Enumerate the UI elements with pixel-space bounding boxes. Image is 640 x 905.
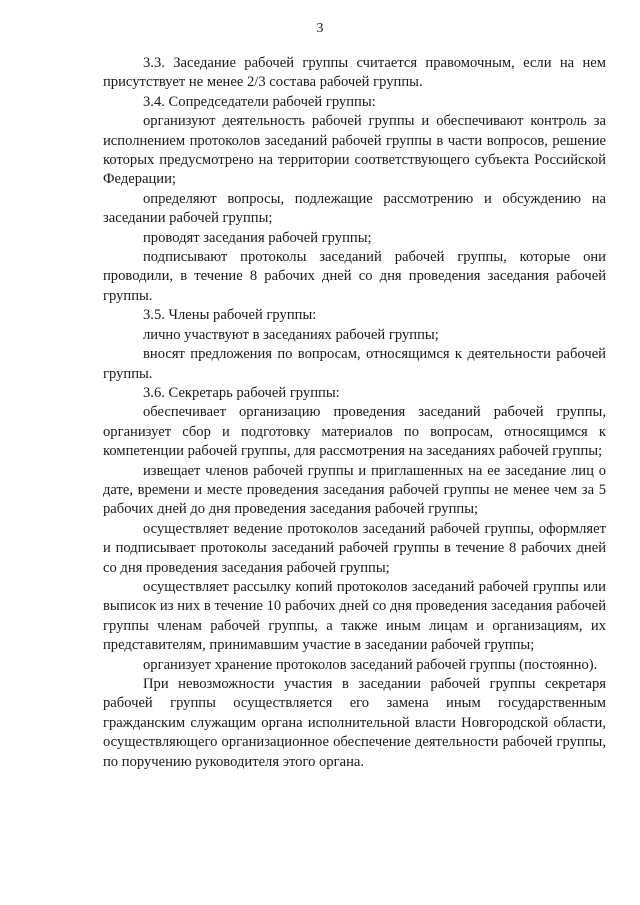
paragraph-secretary-replacement: При невозможности участия в заседании рабочей группы секретаря рабочей группы осуществляется его замена иным государственным гражданским служащим органа исполнительной власти Новгородской области, осуществляющего организационное обеспечение деятельности рабочей группы, по поручению руководителя этого органа.: [103, 676, 606, 770]
paragraph-cochairs-define-questions: определяют вопросы, подлежащие рассмотрению и обсуждению на заседании рабочей группы;: [103, 190, 606, 227]
paragraph-3-4-heading: 3.4. Сопредседатели рабочей группы:: [143, 93, 376, 110]
paragraph-3-5-heading: 3.5. Члены рабочей группы:: [143, 307, 317, 324]
paragraph-members-propose: вносят предложения по вопросам, относящимся к деятельности рабочей группы.: [103, 346, 606, 382]
paragraph-cochairs-organize: организуют деятельность рабочей группы и обеспечивают контроль за исполнением протоколов заседаний рабочей группы в части вопросов, решение которых предусмотрено на территории соответствующего субъекта Российской Федерации;: [103, 113, 606, 188]
document-body: [103, 54, 606, 772]
page-number: 3: [316, 21, 324, 36]
paragraph-secretary-stores: организует хранение протоколов заседаний рабочей группы (постоянно).: [143, 656, 598, 673]
paragraph-secretary-organizes: обеспечивает организацию проведения заседаний рабочей группы, организует сбор и подготовку материалов по вопросам, относящимся к компетенции рабочей группы, для рассмотрения на заседаниях рабочей группы;: [103, 404, 606, 460]
paragraph-secretary-notifies: извещает членов рабочей группы и приглашенных на ее заседание лиц о дате, времени и месте проведения заседания рабочей группы не менее чем за 5 рабочих дней до дня проведения заседания рабочей группы;: [103, 462, 606, 518]
paragraph-3-6-heading: 3.6. Секретарь рабочей группы:: [143, 384, 340, 401]
paragraph-secretary-keeps-protocols: осуществляет ведение протоколов заседаний рабочей группы, оформляет и подписывает протоколы заседаний рабочей группы в течение 8 рабочих дней со дня проведения заседания рабочей группы;: [103, 520, 606, 576]
paragraph-secretary-distributes: осуществляет рассылку копий протоколов заседаний рабочей группы или выписок из них в течение 10 рабочих дней со дня проведения заседания рабочей группы членам рабочей группы, а также иным лицам и организациям, их представителям, принимавшим участие в заседании рабочей группы;: [103, 578, 606, 654]
paragraph-cochairs-sign-protocols: подписывают протоколы заседаний рабочей группы, которые они проводили, в течение 8 рабочих дней со дня проведения заседания рабочей группы.: [103, 249, 606, 304]
paragraph-3-3: 3.3. Заседание рабочей группы считается правомочным, если на нем присутствует не менее 2/3 состава рабочей группы.: [103, 55, 606, 91]
paragraph-cochairs-hold-meetings: проводят заседания рабочей группы;: [143, 229, 372, 246]
paragraph-members-participate: лично участвуют в заседаниях рабочей группы;: [143, 326, 439, 343]
